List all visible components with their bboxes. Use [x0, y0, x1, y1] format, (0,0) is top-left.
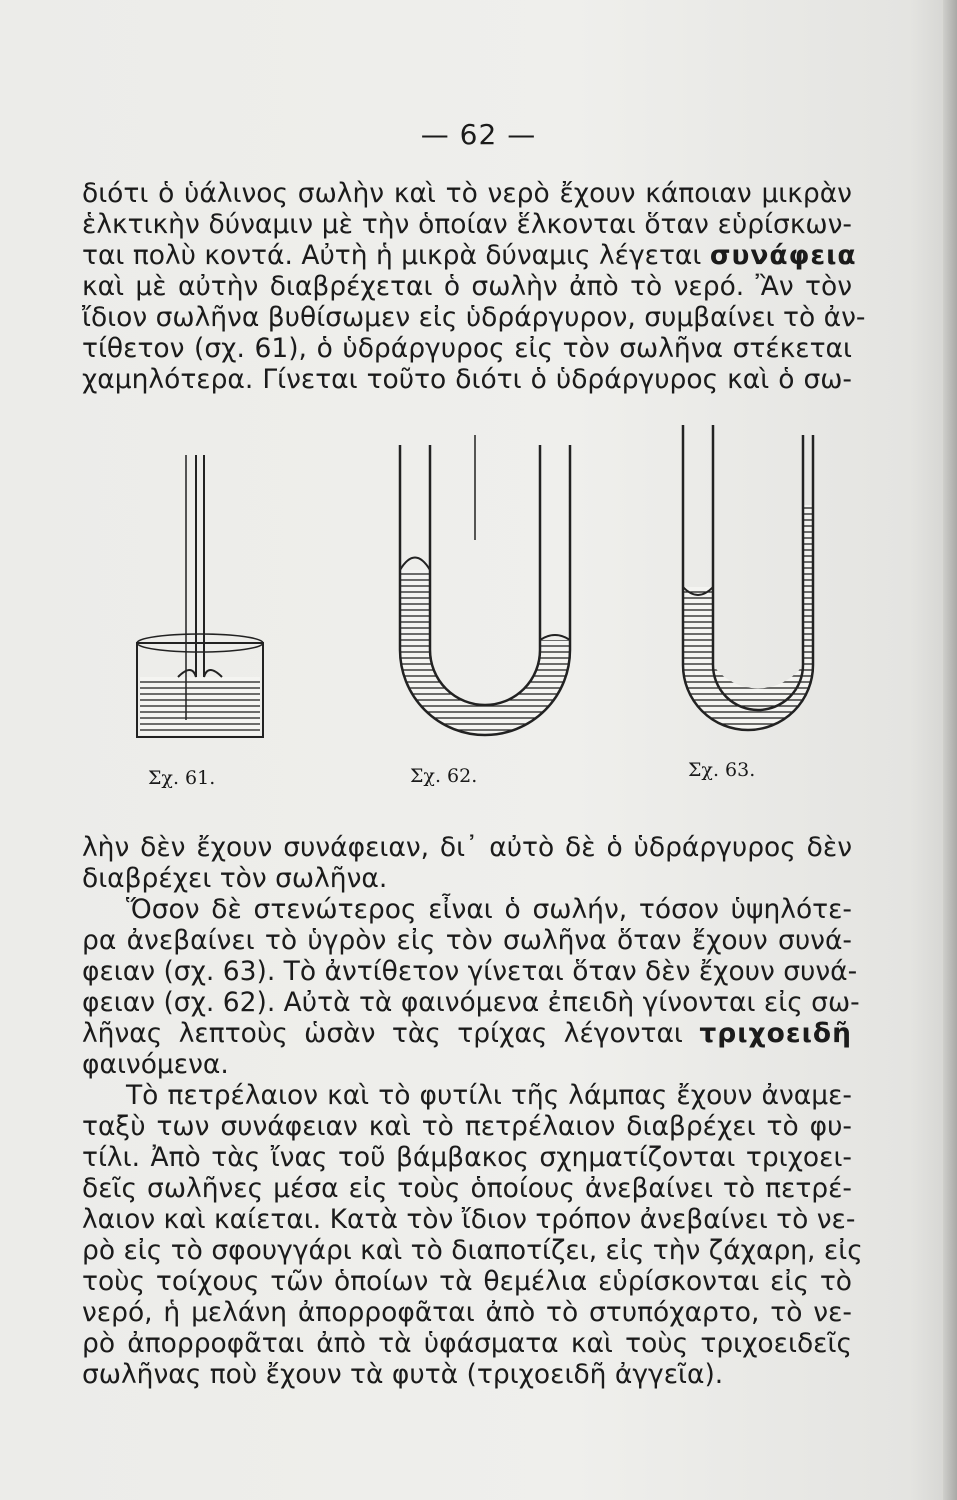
text-line: διότι ὁ ὑάλινος σωλὴν καὶ τὸ νερὸ ἔχουν κάποιαν μικρὰν [82, 178, 852, 209]
page-edge-shadow [943, 0, 957, 1500]
text-line: ἴδιον σωλῆνα βυθίσωμεν εἰς ὑδράργυρον, συμβαίνει τὸ ἀν- [82, 302, 866, 333]
text-line: ταξὺ των συνάφειαν καὶ τὸ πετρέλαιον διαβρέχει τὸ φυ- [82, 1111, 852, 1142]
text-line: χαμηλότερα. Γίνεται τοῦτο διότι ὁ ὑδράργυρος καὶ ὁ σω- [82, 364, 852, 395]
text-fragment: λῆνας λεπτοὺς ὡσὰν τὰς τρίχας λέγονται [82, 1018, 683, 1049]
text-line: φαινόμενα. [82, 1049, 229, 1080]
text-line: τοὺς τοίχους τῶν ὁποίων τὰ θεμέλια εὑρίσκονται εἰς τὸ [82, 1266, 852, 1297]
figures-row [120, 415, 840, 795]
text-line: σωλῆνας ποὺ ἔχουν τὰ φυτὰ (τριχοειδῆ ἀγγεῖα). [82, 1359, 724, 1390]
figure-61-caption: Σχ. 61. [148, 767, 216, 789]
text-line-with-term [82, 1018, 852, 1049]
text-fragment: ται πολὺ κοντά. Αὐτὴ ἡ μικρὰ δύναμις λέγεται [82, 240, 702, 271]
figure-61-beaker-diagram [137, 455, 263, 737]
paragraph-top [82, 178, 866, 395]
figure-62-u-tube-mercury-diagram [400, 435, 570, 735]
text-line: λὴν δὲν ἔχουν συνάφειαν, δι᾽ αὐτὸ δὲ ὁ ὑδράργυρος δὲν [82, 832, 852, 863]
text-line: νερό, ἡ μελάνη ἀπορροφᾶται ἀπὸ τὸ στυπόχαρτο, τὸ νε- [82, 1297, 852, 1328]
term-synafeia: συνάφεια [709, 240, 857, 271]
text-line: τίλι. Ἀπὸ τὰς ἴνας τοῦ βάμβακος σχηματίζονται τριχοει- [82, 1142, 852, 1173]
text-line: ἑλκτικὴν δύναμιν μὲ τὴν ὁποίαν ἕλκονται ὅταν εὑρίσκων- [82, 209, 852, 240]
text-line: τίθετον (σχ. 61), ὁ ὑδράργυρος εἰς τὸν σωλῆνα στέκεται [82, 333, 852, 364]
text-line: ρα ἀνεβαίνει τὸ ὑγρὸν εἰς τὸν σωλῆνα ὅταν ἔχουν συνά- [82, 925, 852, 956]
text-line: Τὸ πετρέλαιον καὶ τὸ φυτίλι τῆς λάμπας ἔχουν ἀναμε- [126, 1080, 852, 1111]
text-line: ρὸ ἀπορροφᾶται ἀπὸ τὰ ὑφάσματα καὶ τοὺς τριχοειδεῖς [82, 1328, 852, 1359]
figure-62-caption: Σχ. 62. [410, 765, 478, 787]
text-line: Ὅσον δὲ στενώτερος εἶναι ὁ σωλήν, τόσον ὑψηλότε- [126, 894, 852, 925]
paragraph-bottom [82, 832, 863, 1390]
text-line: φειαν (σχ. 62). Αὐτὰ τὰ φαινόμενα ἐπειδὴ γίνονται εἰς σω- [82, 987, 860, 1018]
text-line: λαιον καὶ καίεται. Κατὰ τὸν ἴδιον τρόπον ἀνεβαίνει τὸ νε- [82, 1204, 856, 1235]
page-number: — 62 — [420, 118, 537, 151]
figure-63-caption: Σχ. 63. [688, 759, 756, 781]
figure-63-u-tube-capillary-diagram [683, 425, 813, 730]
capillary-figures [120, 415, 840, 795]
text-line-with-term [82, 240, 857, 271]
text-line: διαβρέχει τὸν σωλῆνα. [82, 863, 388, 894]
text-line: φειαν (σχ. 63). Τὸ ἀντίθετον γίνεται ὅταν δὲν ἔχουν συνά- [82, 956, 858, 987]
text-line: ρὸ εἰς τὸ σφουγγάρι καὶ τὸ διαποτίζει, εἰς τὴν ζάχαρη, εἰς [82, 1235, 863, 1266]
term-trichoeidi: τριχοειδῆ [699, 1018, 852, 1049]
text-line: δεῖς σωλῆνες μέσα εἰς τοὺς ὁποίους ἀνεβαίνει τὸ πετρέ- [82, 1173, 852, 1204]
text-line: καὶ μὲ αὐτὴν διαβρέχεται ὁ σωλὴν ἀπὸ τὸ νερό. Ἂν τὸν [82, 271, 852, 302]
